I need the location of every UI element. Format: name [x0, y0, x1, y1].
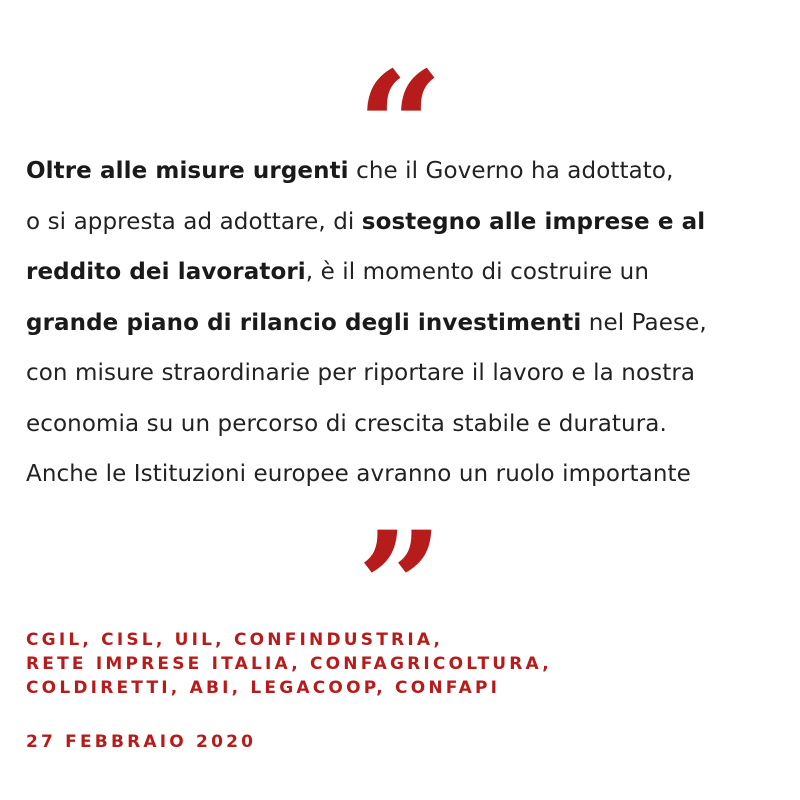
quote-line [26, 247, 786, 298]
quote-line [26, 197, 786, 248]
quote-line [26, 399, 786, 450]
signatories-line: COLDIRETTI, ABI, LEGACOOP, CONFAPI [26, 678, 501, 698]
quote-line-text: con misure straordinarie per riportare il lavoro e la nostra [26, 360, 696, 386]
quote-line-text: che il Governo ha adottato, [348, 158, 674, 184]
quote-line-bold: Oltre alle misure urgenti [26, 158, 349, 184]
quote-line-text: nel Paese, [581, 309, 707, 336]
quote-line-text: , è il momento di costruire un [305, 259, 649, 285]
quote-line-bold: grande piano di rilancio degli investimenti [26, 309, 582, 336]
quote-line [26, 449, 786, 500]
quote-line-text: economia su un percorso di crescita stabile e duratura. [26, 410, 667, 437]
date: 27 FEBBRAIO 2020 [26, 732, 257, 752]
quote-text [26, 146, 786, 500]
signatories [26, 628, 786, 700]
quote-line [26, 348, 786, 399]
quote-line [26, 146, 786, 197]
quote-line-bold: reddito dei lavoratori [26, 259, 306, 285]
quote-line-bold: sostegno alle imprese e al [361, 208, 706, 235]
close-quote-icon: ” [356, 499, 444, 675]
quote-line [26, 298, 786, 349]
signatories-line: CGIL, CISL, UIL, CONFINDUSTRIA, [26, 630, 444, 650]
signatories-line: RETE IMPRESE ITALIA, CONFAGRICOLTURA, [26, 654, 552, 674]
quote-line-text: Anche le Istituzioni europee avranno un ruolo importante [26, 461, 691, 487]
quote-line-text: o si appresta ad adottare, di [26, 208, 362, 235]
open-quote-icon: “ [356, 39, 444, 215]
